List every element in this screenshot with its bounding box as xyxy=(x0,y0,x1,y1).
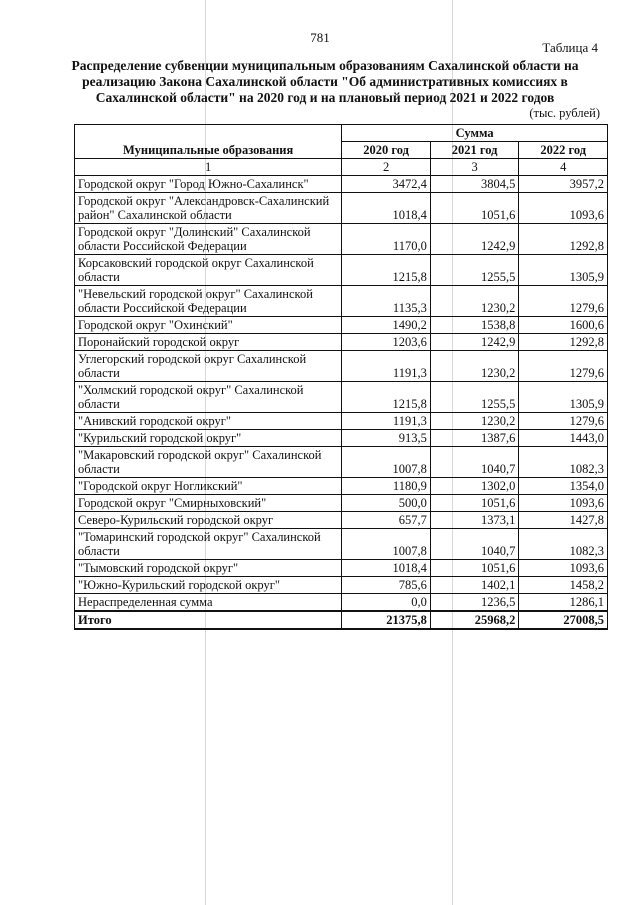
table-row xyxy=(75,193,608,224)
column-number: 1 xyxy=(75,159,342,176)
municipality-name: "Макаровский городской округ" Сахалинской области xyxy=(75,447,342,478)
value-2022: 1279,6 xyxy=(519,286,608,317)
value-2022: 1305,9 xyxy=(519,382,608,413)
value-2022: 1082,3 xyxy=(519,447,608,478)
municipality-name: Городской округ "Охинский" xyxy=(75,317,342,334)
table-body xyxy=(75,176,608,630)
value-2020: 1191,3 xyxy=(342,351,431,382)
value-2022: 1093,6 xyxy=(519,560,608,577)
table-row xyxy=(75,577,608,594)
header-municipalities: Муниципальные образования xyxy=(75,125,342,159)
value-2021: 1236,5 xyxy=(430,594,519,612)
value-2020: 1007,8 xyxy=(342,529,431,560)
value-2020: 1215,8 xyxy=(342,255,431,286)
table-row xyxy=(75,351,608,382)
column-number: 3 xyxy=(430,159,519,176)
header-year-2020: 2020 год xyxy=(342,142,431,159)
value-2021: 1051,6 xyxy=(430,495,519,512)
column-number: 4 xyxy=(519,159,608,176)
table-row xyxy=(75,176,608,193)
total-row xyxy=(75,611,608,629)
table-row xyxy=(75,594,608,612)
value-2020: 1007,8 xyxy=(342,447,431,478)
value-2022: 3957,2 xyxy=(519,176,608,193)
value-2020: 657,7 xyxy=(342,512,431,529)
value-2022: 1279,6 xyxy=(519,351,608,382)
value-2020: 500,0 xyxy=(342,495,431,512)
municipality-name: Северо-Курильский городской округ xyxy=(75,512,342,529)
table-row xyxy=(75,286,608,317)
value-2021: 1230,2 xyxy=(430,413,519,430)
header-sum: Сумма xyxy=(342,125,608,142)
value-2021: 1242,9 xyxy=(430,224,519,255)
table-row xyxy=(75,317,608,334)
value-2020: 1490,2 xyxy=(342,317,431,334)
municipality-name: "Южно-Курильский городской округ" xyxy=(75,577,342,594)
table-row xyxy=(75,478,608,495)
value-2021: 1242,9 xyxy=(430,334,519,351)
value-2020: 1191,3 xyxy=(342,413,431,430)
value-2020: 1215,8 xyxy=(342,382,431,413)
municipality-name: Городской округ "Александровск-Сахалинский район" Сахалинской области xyxy=(75,193,342,224)
value-2021: 1387,6 xyxy=(430,430,519,447)
municipality-name: Городской округ "Долинский" Сахалинской области Российской Федерации xyxy=(75,224,342,255)
value-2022: 1279,6 xyxy=(519,413,608,430)
municipality-name: "Томаринский городской округ" Сахалинской области xyxy=(75,529,342,560)
value-2020: 1018,4 xyxy=(342,560,431,577)
value-2022: 1458,2 xyxy=(519,577,608,594)
total-label: Итого xyxy=(75,611,342,629)
table-row xyxy=(75,512,608,529)
municipality-name: Углегорский городской округ Сахалинской области xyxy=(75,351,342,382)
unit-label: (тыс. рублей) xyxy=(529,106,600,120)
municipality-name: Нераспределенная сумма xyxy=(75,594,342,612)
municipality-name: Поронайский городской округ xyxy=(75,334,342,351)
value-2021: 1538,8 xyxy=(430,317,519,334)
value-2021: 3804,5 xyxy=(430,176,519,193)
value-2020: 1203,6 xyxy=(342,334,431,351)
municipality-name: "Невельский городской округ" Сахалинской области Российской Федерации xyxy=(75,286,342,317)
value-2020: 3472,4 xyxy=(342,176,431,193)
subvention-table xyxy=(74,124,608,630)
table-label: Таблица 4 xyxy=(542,40,598,55)
value-2022: 1093,6 xyxy=(519,495,608,512)
value-2021: 1230,2 xyxy=(430,286,519,317)
value-2020: 0,0 xyxy=(342,594,431,612)
municipality-name: "Холмский городской округ" Сахалинской области xyxy=(75,382,342,413)
value-2020: 1135,3 xyxy=(342,286,431,317)
municipality-name: Городской округ "Город Южно-Сахалинск" xyxy=(75,176,342,193)
value-2021: 1051,6 xyxy=(430,193,519,224)
table-row xyxy=(75,495,608,512)
municipality-name: "Курильский городской округ" xyxy=(75,430,342,447)
column-number: 2 xyxy=(342,159,431,176)
header-year-2022: 2022 год xyxy=(519,142,608,159)
table-row xyxy=(75,224,608,255)
municipality-name: "Тымовский городской округ" xyxy=(75,560,342,577)
total-2021: 25968,2 xyxy=(430,611,519,629)
value-2021: 1373,1 xyxy=(430,512,519,529)
value-2020: 1018,4 xyxy=(342,193,431,224)
table-row xyxy=(75,529,608,560)
municipality-name: Городской округ "Смирныховский" xyxy=(75,495,342,512)
value-2022: 1082,3 xyxy=(519,529,608,560)
value-2021: 1040,7 xyxy=(430,447,519,478)
value-2022: 1292,8 xyxy=(519,334,608,351)
value-2021: 1255,5 xyxy=(430,382,519,413)
value-2020: 913,5 xyxy=(342,430,431,447)
value-2021: 1051,6 xyxy=(430,560,519,577)
header-year-2021: 2021 год xyxy=(430,142,519,159)
total-2020: 21375,8 xyxy=(342,611,431,629)
page-number: 781 xyxy=(310,30,330,45)
value-2021: 1255,5 xyxy=(430,255,519,286)
table-row xyxy=(75,334,608,351)
municipality-name: "Городской округ Ногликский" xyxy=(75,478,342,495)
table-row xyxy=(75,560,608,577)
document-title: Распределение субвенции муниципальным образованиям Сахалинской области на реализацию Закона Сахалинской области "Об административных комиссиях в Сахалинской области" на 2020 год и на плановый период 2021 и 2022 годов xyxy=(71,58,579,105)
table-row xyxy=(75,430,608,447)
value-2022: 1354,0 xyxy=(519,478,608,495)
municipality-name: Корсаковский городской округ Сахалинской области xyxy=(75,255,342,286)
municipality-name: "Анивский городской округ" xyxy=(75,413,342,430)
table-row xyxy=(75,255,608,286)
value-2021: 1302,0 xyxy=(430,478,519,495)
value-2022: 1292,8 xyxy=(519,224,608,255)
table-row xyxy=(75,413,608,430)
value-2020: 1170,0 xyxy=(342,224,431,255)
table-row xyxy=(75,447,608,478)
value-2022: 1600,6 xyxy=(519,317,608,334)
value-2022: 1286,1 xyxy=(519,594,608,612)
value-2022: 1305,9 xyxy=(519,255,608,286)
value-2021: 1040,7 xyxy=(430,529,519,560)
table-row xyxy=(75,382,608,413)
value-2020: 785,6 xyxy=(342,577,431,594)
value-2022: 1443,0 xyxy=(519,430,608,447)
total-2022: 27008,5 xyxy=(519,611,608,629)
value-2021: 1402,1 xyxy=(430,577,519,594)
value-2021: 1230,2 xyxy=(430,351,519,382)
value-2022: 1093,6 xyxy=(519,193,608,224)
value-2022: 1427,8 xyxy=(519,512,608,529)
value-2020: 1180,9 xyxy=(342,478,431,495)
